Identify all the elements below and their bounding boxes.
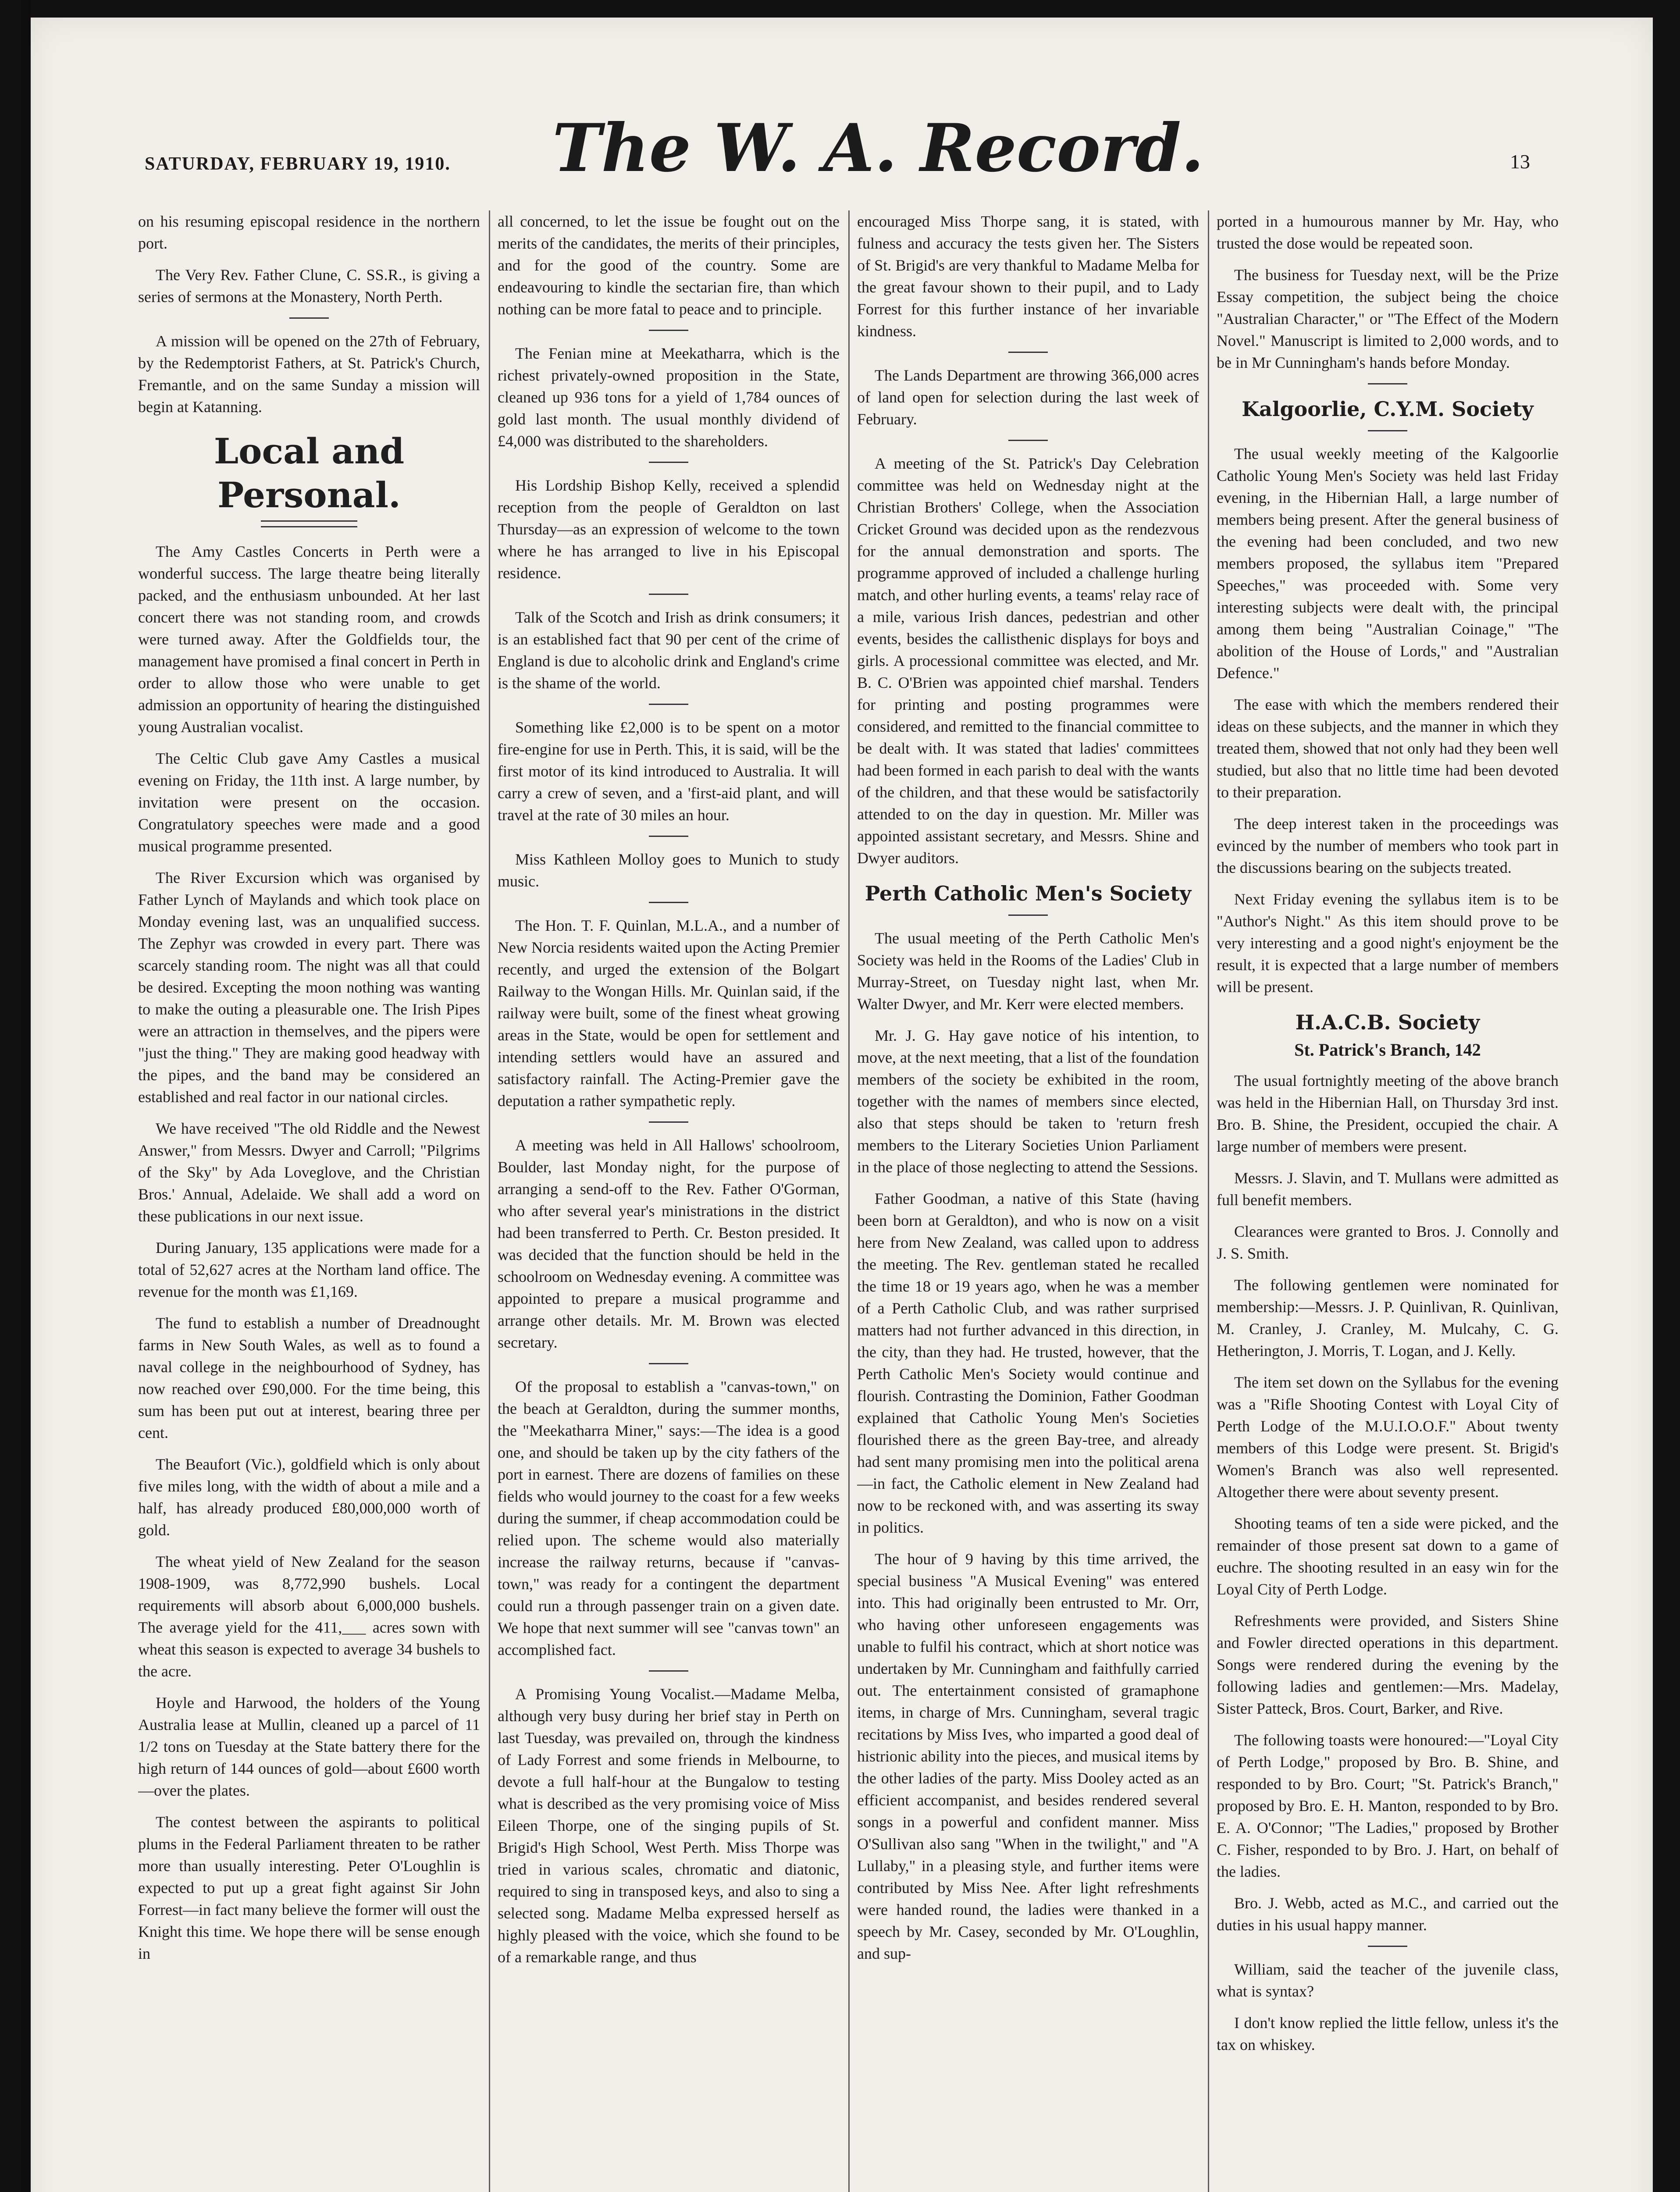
paragraph: Refreshments were provided, and Sisters Shine and Fowler directed operations in this department. Songs were rendered during the evening by the following ladies and gentlemen:—Mrs. Madelay, Sister Patteck, Bros. Court, Barker, and Rive. [1217,1612,1559,1717]
paragraph: Clearances were granted to Bros. J. Connolly and J. S. Smith. [1217,1223,1559,1262]
paragraph: William, said the teacher of the juvenile class, what is syntax? [1217,1961,1559,2000]
paragraph: on his resuming episcopal residence in the northern port. [138,213,480,252]
title-ornament [261,520,357,527]
paragraph: The wheat yield of New Zealand for the season 1908-1909, was 8,772,990 bushels. Local requirements will absorb about 6,000,000 bushels. The average yield for the 411,___ acres sown with wheat this season is expected to average 34 bushels to the acre. [138,1553,480,1680]
paragraph: encouraged Miss Thorpe sang, it is stated, with fulness and accuracy the tests given her. The Sisters of St. Brigid's are very thankful to Madame Melba for the great favour shown to their pupil, and to Lady Forrest for this further instance of her invariable kindness. [857,213,1199,340]
paragraph: Of the proposal to establish a "canvas-town," on the beach at Geraldton, during the summer months, the "Meekatharra Miner," says:—The idea is a good one, and should be taken up by the city fathers of the port in earnest. There are dozens of families on these fields who would journey to the coast for a few weeks during the summer, if cheap accommodation could be relied upon. The scheme would also materially increase the railway returns, because if "canvas-town," was ready for a contingent the department could run a through passenger train on a given date. We hope that next summer will see "canvas town" an accomplished fact. [498,1378,840,1658]
section-title-kalgoorlie-cym-society: Kalgoorlie, C.Y.M. Society [1242,397,1534,421]
column-rule [848,210,850,2192]
column-3 [857,210,1199,2192]
paragraph: A meeting of the St. Patrick's Day Celebration committee was held on Wednesday night at the Christian Brothers' College, when the Association Cricket Ground was decided upon as the rendezvous for the annual demonstration and sports. The programme approved of included a challenge hurling match, and other hurling events, a teams' relay race of a mile, various Irish dances, pedestrian and other events, besides the callisthenic displays for boys and girls. A processional committee was elected, and Mr. B. C. O'Brien was appointed chief marshal. Tenders for printing and posting programmes were considered, and remitted to the financial committee to be dealt with. It was stated that ladies' committees had been formed in each parish to deal with the wants of the children, and that these would be satisfactorily attended to on the day in question. Mr. Miller was appointed assistant secretary, and Messrs. Shine and Dwyer auditors. [857,455,1199,867]
paragraph: Hoyle and Harwood, the holders of the Young Australia lease at Mullin, cleaned up a parcel of 11 1/2 tons on Tuesday at the State battery there for the high return of 144 ounces of gold—about £600 worth—over the plates. [138,1694,480,1799]
divider [649,594,688,595]
paragraph: Next Friday evening the syllabus item is to be "Author's Night." As this item should prove to be very interesting and a good night's enjoyment be the result, it is expected that a large number of members will be present. [1217,890,1559,996]
divider [649,1121,688,1123]
paragraph: The following gentlemen were nominated for membership:—Messrs. J. P. Quinlivan, R. Quinlivan, M. Cranley, J. Cranley, M. Mulcahy, C. G. Hetherington, J. Morris, T. Logan, and J. Kelly. [1217,1276,1559,1359]
column-rule [1208,210,1209,2192]
divider [1368,430,1407,431]
paragraph: A mission will be opened on the 27th of February, by the Redemptorist Fathers, at St. Patrick's Church, Fremantle, and on the same Sunday a mission will begin at Katanning. [138,332,480,416]
paragraph: Messrs. J. Slavin, and T. Mullans were admitted as full benefit members. [1217,1169,1559,1209]
paragraph: Talk of the Scotch and Irish as drink consumers; it is an established fact that 90 per cent of the crime of England is due to alcoholic drink and England's crime is the shame of the world. [498,608,840,692]
paragraph: During January, 135 applications were made for a total of 52,627 acres at the Northam land office. The revenue for the month was £1,169. [138,1239,480,1300]
divider [649,836,688,837]
dateline: SATURDAY, FEBRUARY 19, 1910. [145,154,451,174]
paragraph: Bro. J. Webb, acted as M.C., and carried out the duties in his usual happy manner. [1217,1894,1559,1934]
paragraph: all concerned, to let the issue be fought out on the merits of the candidates, the merits of their principles, and for the good of the country. Some are endeavouring to kindle the sectarian fire, than which nothing can be more fatal to peace and to principle. [498,213,840,318]
column-4 [1217,210,1559,2192]
paragraph: The usual meeting of the Perth Catholic Men's Society was held in the Rooms of the Ladies' Club in Murray-Street, on Tuesday night last, when Mr. Walter Dwyer, and Mr. Kerr were elected members. [857,929,1199,1013]
paragraph: His Lordship Bishop Kelly, received a splendid reception from the people of Geraldton on last Thursday—as an expression of welcome to the town where he has arranged to live in his Episcopal residence. [498,477,840,582]
paragraph: Mr. J. G. Hay gave notice of his intention, to move, at the next meeting, that a list of the foundation members of the society be exhibited in the room, together with the names of members since elected, also that steps should be taken to 'return fresh members to the Literary Societies Union Parliament in the place of those neglecting to attend the Sessions. [857,1027,1199,1176]
paragraph: The Fenian mine at Meekatharra, which is the richest privately-owned proposition in the State, cleaned up 936 tons for a yield of 1,784 ounces of gold last month. The usual monthly dividend of £4,000 was distributed to the shareholders. [498,345,840,450]
paragraph: The usual fortnightly meeting of the above branch was held in the Hibernian Hall, on Thursday 3rd inst. Bro. B. Shine, the President, occupied the chair. A large number of members were present. [1217,1072,1559,1155]
column-rule [489,210,490,2192]
column-1 [138,210,480,2192]
section-subtitle-st-patricks-branch: St. Patrick's Branch, 142 [1294,1040,1481,1060]
paragraph: The ease with which the members rendered their ideas on these subjects, and the manner in which they treated them, showed that not only had they been well studied, but also that no little time had been devoted to their preparation. [1217,696,1559,801]
paragraph: We have received "The old Riddle and the Newest Answer," from Messrs. Dwyer and Carroll; "Pilgrims of the Sky" by Ada Loveglove, and the Christian Bros.' Annual, Adelaide. We shall add a word on these publications in our next issue. [138,1120,480,1225]
paragraph: Something like £2,000 is to be spent on a motor fire-engine for use in Perth. This, it is said, will be the first motor of its kind introduced to Australia. It will carry a crew of seven, and a 'first-aid plant, and will travel at the rate of 30 miles an hour. [498,719,840,824]
paragraph: I don't know replied the little fellow, unless it's the tax on whiskey. [1217,2014,1559,2053]
paragraph: A Promising Young Vocalist.—Madame Melba, although very busy during her brief stay in Perth on last Tuesday, was prevailed on, through the kindness of Lady Forrest and some friends in Melbourne, to devote a full half-hour at the Bungalow to testing what is described as the very promising voice of Miss Eileen Thorpe, one of the singing pupils of St. Brigid's High School, West Perth. Miss Thorpe was tried in various scales, chromatic and diatonic, required to sing in transposed keys, and also to sing a selected song. Madame Melba expressed herself as highly pleased with the voice, which she found to be of a remarkable range, and thus [498,1685,840,1966]
divider [649,1363,688,1364]
divider [1368,383,1407,384]
newspaper-page [31,18,1653,2192]
divider [1368,1946,1407,1947]
paragraph: The usual weekly meeting of the Kalgoorlie Catholic Young Men's Society was held last Friday evening, in the Hibernian Hall, a large number of members being present. After the general business of the evening had been concluded, and two new members proposed, the syllabus item "Prepared Speeches," was proceeded with. Some very interesting subjects were dealt with, the principal among them being "Australian Coinage," "The abolition of the House of Lords," and "Australian Defence." [1217,445,1559,682]
paragraph: The hour of 9 having by this time arrived, the special business "A Musical Evening" was entered into. This had originally been entrusted to Mr. Orr, who having other unforeseen engagements was unable to fulfil his contract, which at short notice was undertaken by Mr. Cunningham and faithfully carried out. The entertainment consisted of gramaphone items, in charge of Mrs. Cunningham, several tragic recitations by Miss Ives, who imparted a good deal of histrionic ability into the pieces, and musical items by the other ladies of the party. Miss Dooley acted as an efficient accompanist, and besides rendered several songs in a powerful and confident manner. Miss O'Sullivan also sang "When in the twilight," and "A Lullaby," in a pleasing style, and further items were contributed by Miss Nee. After light refreshments were handed round, the ladies were thanked in a speech by Mr. Casey, seconded by Mr. O'Loughlin, and sup- [857,1550,1199,1962]
scan-edge-left [21,0,31,2192]
masthead [145,101,1548,189]
paragraph: The Beaufort (Vic.), goldfield which is only about five miles long, with the width of about a mile and a half, has already produced £80,000,000 worth of gold. [138,1455,480,1539]
paragraph: Shooting teams of ten a side were picked, and the remainder of those present sat down to a game of euchre. The shooting resulted in an easy win for the Loyal City of Perth Lodge. [1217,1515,1559,1598]
divider [649,704,688,705]
paragraph: ported in a humourous manner by Mr. Hay, who trusted the dose would be repeated soon. [1217,213,1559,252]
paragraph: The deep interest taken in the proceedings was evinced by the number of members who took part in the discussions bearing on the subjects treated. [1217,815,1559,876]
divider [649,462,688,463]
paragraph: The Hon. T. F. Quinlan, M.L.A., and a number of New Norcia residents waited upon the Acting Premier recently, and urged the extension of the Bolgart Railway to the Wongan Hills. Mr. Quinlan said, if the railway were built, some of the finest wheat growing areas in the State, would be open for settlement and intending settlers would have an assured and satisfactory rainfall. The Acting-Premier gave the deputation a rather sympathetic reply. [498,917,840,1110]
paragraph: The fund to establish a number of Dreadnought farms in New South Wales, as well as to found a naval college in the neighbourhood of Sydney, has now reached over £90,000. For the time being, this sum has been put out at interest, bearing three per cent. [138,1314,480,1441]
paragraph: Father Goodman, a native of this State (having been born at Geraldton), and who is now on a visit here from New Zealand, was called upon to address the meeting. The Rev. gentleman stated he recalled the time 18 or 19 years ago, when he was a member of a Perth Catholic Club, and was rather surprised matters had not further advanced in this direction, in the city, than they had. He trusted, however, that the Perth Catholic Men's Society would continue and flourish. Contrasting the Dominion, Father Goodman explained that Catholic Young Men's Societies flourished there as the green Bay-tree, and already had sent many promising men into the political arena—in fact, the Catholic element in New Zealand had now to be reckoned with, and was asserting its sway in politics. [857,1190,1199,1536]
paragraph: The following toasts were honoured:—"Loyal City of Perth Lodge," proposed by Bro. B. Shine, and responded to by Bro. Court; "St. Patrick's Branch," proposed by Bro. E. H. Manton, responded to by Bro. E. A. O'Connor; "The Ladies," proposed by Brother C. Fisher, responded to by Bro. J. Hart, on behalf of the ladies. [1217,1731,1559,1880]
column-2 [498,210,840,2192]
divider [1008,440,1048,441]
paragraph: The Celtic Club gave Amy Castles a musical evening on Friday, the 11th inst. A large number, by invitation were present on the occasion. Congratulatory speeches were made and a good musical programme presented. [138,750,480,855]
divider [649,330,688,331]
divider [649,902,688,903]
paragraph: The business for Tuesday next, will be the Prize Essay competition, the subject being the choice "Australian Character," or "The Effect of the Modern Novel." Manuscript is limited to 2,000 words, and to be in Mr Cunningham's hands before Monday. [1217,266,1559,371]
paragraph: The Lands Department are throwing 366,000 acres of land open for selection during the last week of February. [857,367,1199,428]
paragraph: The item set down on the Syllabus for the evening was a "Rifle Shooting Contest with Loyal City of Perth Lodge of the M.U.I.O.O.F." About twenty members of this Lodge were present. St. Brigid's Women's Branch was also well represented. Altogether there were about seventy present. [1217,1374,1559,1501]
divider [289,317,329,319]
section-title-hacb-society: H.A.C.B. Society [1295,1011,1480,1034]
paragraph: The Amy Castles Concerts in Perth were a wonderful success. The large theatre being literally packed, and the enthusiasm unbounded. At her last concert there was not standing room, and crowds were turned away. After the Goldfields tour, the management have promised a final concert in Perth in order to allow those who were unable to get admission an opportunity of hearing the distinguished young Australian vocalist. [138,543,480,736]
paragraph: Miss Kathleen Molloy goes to Munich to study music. [498,850,840,890]
divider [1008,352,1048,353]
paragraph: The Very Rev. Father Clune, C. SS.R., is giving a series of sermons at the Monastery, North Perth. [138,266,480,306]
newspaper-title: The W. A. Record. [552,110,1204,187]
section-title-local-and-personal: Local and Personal. [214,431,405,516]
paragraph: A meeting was held in All Hallows' schoolroom, Boulder, last Monday night, for the purpose of arranging a send-off to the Rev. Father O'Gorman, who after several year's ministrations in the district had been transferred to Perth. Cr. Beston presided. It was decided that the function should be held in the schoolroom on Wednesday evening. A committee was appointed to prepare a musical programme and arrange other details. Mr. M. Brown was elected secretary. [498,1136,840,1351]
paragraph: The contest between the aspirants to political plums in the Federal Parliament threaten to be rather more than usually interesting. Peter O'Loughlin is expected to put up a great fight against Sir John Forrest—in fact many believe the former will oust the Knight this time. We hope there will be sense enough in [138,1813,480,1962]
paragraph: The River Excursion which was organised by Father Lynch of Maylands and which took place on Monday evening last, was an unqualified success. The Zephyr was crowded in every part. There was scarcely standing room. The night was all that could be desired. Excepting the moon nothing was wanting to make the outing a pleasurable one. The Irish Pipes were an attraction in themselves, and the pipers were "just the thing." They are making good headway with the pipes, and the band may be considered an established and real factor in our national circles. [138,869,480,1106]
divider [649,1670,688,1672]
divider [1008,915,1048,916]
article-columns [138,210,1559,2192]
section-title-perth-catholic-mens-society: Perth Catholic Men's Society [865,882,1192,905]
page-number: 13 [1510,150,1530,173]
